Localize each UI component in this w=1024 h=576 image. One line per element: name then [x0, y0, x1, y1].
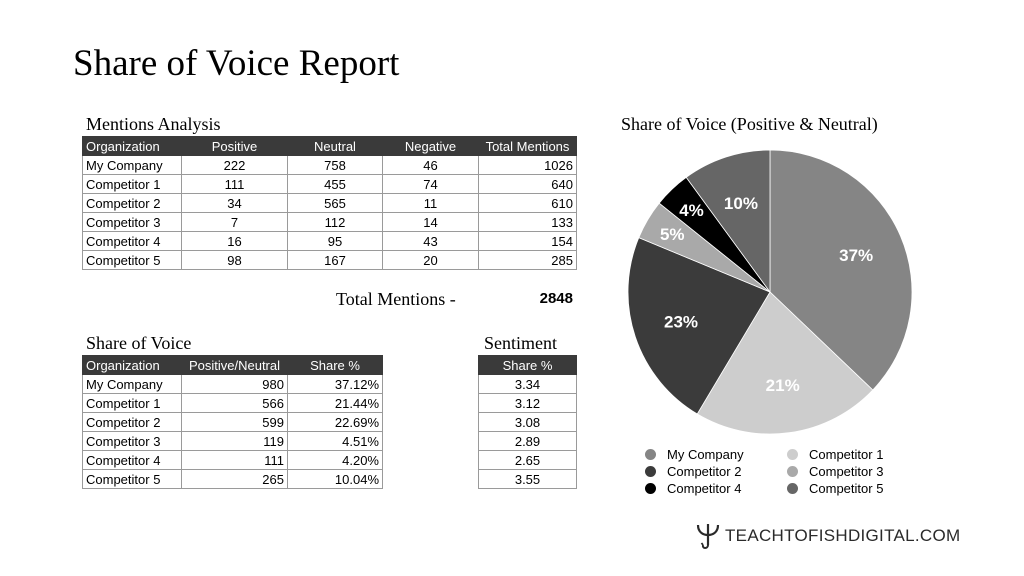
mentions-row: [83, 156, 577, 175]
sentiment-cell: 2.89: [479, 432, 577, 451]
share-header-positive-neutral: Positive/Neutral: [182, 356, 288, 375]
pie-chart: [620, 140, 920, 440]
share-cell: Competitor 5: [83, 470, 182, 489]
mentions-cell: Competitor 4: [83, 232, 182, 251]
legend-item: [645, 480, 787, 496]
sentiment-header-share-pct: Share %: [479, 356, 577, 375]
pie-label-competitor-4: 4%: [679, 200, 704, 220]
legend-swatch: [787, 449, 798, 460]
share-cell: 119: [182, 432, 288, 451]
share-cell: 4.20%: [288, 451, 383, 470]
share-cell: 566: [182, 394, 288, 413]
sentiment-cell: 3.12: [479, 394, 577, 413]
mentions-cell: 16: [182, 232, 288, 251]
mentions-cell: My Company: [83, 156, 182, 175]
share-row: [83, 375, 383, 394]
mentions-header-negative: Negative: [383, 137, 479, 156]
mentions-header-positive: Positive: [182, 137, 288, 156]
mentions-cell: 95: [288, 232, 383, 251]
share-cell: Competitor 1: [83, 394, 182, 413]
legend-swatch: [645, 466, 656, 477]
mentions-cell: 455: [288, 175, 383, 194]
mentions-row: [83, 175, 577, 194]
page-title: Share of Voice Report: [73, 43, 400, 84]
pie-label-my-company: 37%: [839, 246, 874, 266]
share-cell: 265: [182, 470, 288, 489]
legend-swatch: [645, 449, 656, 460]
legend-label: Competitor 5: [809, 480, 884, 496]
legend-label: My Company: [667, 446, 744, 462]
mentions-header-organization: Organization: [83, 137, 182, 156]
sentiment-cell: 2.65: [479, 451, 577, 470]
sentiment-row: [479, 413, 577, 432]
share-row: [83, 451, 383, 470]
share-row: [83, 394, 383, 413]
sentiment-header-row: [479, 356, 577, 375]
share-header-row: [83, 356, 383, 375]
share-cell: 22.69%: [288, 413, 383, 432]
sentiment-row: [479, 432, 577, 451]
pie-legend: [645, 446, 935, 496]
share-table: [82, 355, 383, 489]
pie-label-competitor-1: 21%: [765, 375, 800, 395]
mentions-cell: 98: [182, 251, 288, 270]
legend-label: Competitor 3: [809, 463, 884, 479]
mentions-cell: 74: [383, 175, 479, 194]
sentiment-row: [479, 375, 577, 394]
legend-item: [645, 446, 787, 462]
mentions-header-row: [83, 137, 577, 156]
mentions-cell: 167: [288, 251, 383, 270]
mentions-cell: 46: [383, 156, 479, 175]
sentiment-title: Sentiment: [484, 333, 557, 353]
legend-swatch: [787, 483, 798, 494]
share-cell: 111: [182, 451, 288, 470]
legend-item: [787, 480, 935, 496]
legend-item: [787, 463, 935, 479]
mentions-cell: 758: [288, 156, 383, 175]
mentions-cell: 111: [182, 175, 288, 194]
pie-label-competitor-2: 23%: [664, 312, 699, 332]
share-cell: 4.51%: [288, 432, 383, 451]
mentions-cell: 20: [383, 251, 479, 270]
mentions-cell: 112: [288, 213, 383, 232]
pie-chart-title: Share of Voice (Positive & Neutral): [621, 114, 878, 134]
mentions-cell: Competitor 3: [83, 213, 182, 232]
mentions-row: [83, 213, 577, 232]
mentions-cell: 222: [182, 156, 288, 175]
mentions-cell: 154: [479, 232, 577, 251]
share-cell: Competitor 4: [83, 451, 182, 470]
legend-label: Competitor 1: [809, 446, 884, 462]
mentions-cell: 7: [182, 213, 288, 232]
share-cell: 21.44%: [288, 394, 383, 413]
sentiment-cell: 3.08: [479, 413, 577, 432]
mentions-table: [82, 136, 577, 270]
legend-label: Competitor 2: [667, 463, 742, 479]
mentions-cell: 14: [383, 213, 479, 232]
share-cell: Competitor 3: [83, 432, 182, 451]
mentions-cell: Competitor 5: [83, 251, 182, 270]
mentions-row: [83, 251, 577, 270]
share-cell: 980: [182, 375, 288, 394]
share-cell: My Company: [83, 375, 182, 394]
share-cell: 599: [182, 413, 288, 432]
mentions-cell: 11: [383, 194, 479, 213]
total-mentions-value: 2848: [539, 290, 573, 307]
brand-logo-text: TEACHTOFISHDIGITAL.COM: [725, 526, 961, 545]
share-cell: 10.04%: [288, 470, 383, 489]
sentiment-table: [478, 355, 577, 489]
share-row: [83, 470, 383, 489]
mentions-cell: 285: [479, 251, 577, 270]
mentions-cell: 640: [479, 175, 577, 194]
share-cell: Competitor 2: [83, 413, 182, 432]
mentions-cell: 133: [479, 213, 577, 232]
mentions-row: [83, 194, 577, 213]
legend-label: Competitor 4: [667, 480, 742, 496]
legend-swatch: [645, 483, 656, 494]
share-of-voice-title: Share of Voice: [86, 333, 192, 353]
share-cell: 37.12%: [288, 375, 383, 394]
mentions-cell: 1026: [479, 156, 577, 175]
brand-logo: [695, 521, 961, 551]
legend-item: [645, 463, 787, 479]
mentions-cell: Competitor 2: [83, 194, 182, 213]
legend-swatch: [787, 466, 798, 477]
mentions-cell: 565: [288, 194, 383, 213]
sentiment-cell: 3.55: [479, 470, 577, 489]
legend-item: [787, 446, 935, 462]
pie-label-competitor-5: 10%: [723, 193, 758, 213]
sentiment-cell: 3.34: [479, 375, 577, 394]
mentions-cell: 43: [383, 232, 479, 251]
pie-label-competitor-3: 5%: [659, 225, 685, 245]
total-mentions-label: Total Mentions -: [336, 289, 456, 309]
mentions-header-total: Total Mentions: [479, 137, 577, 156]
sentiment-row: [479, 394, 577, 413]
mentions-row: [83, 232, 577, 251]
share-header-share-pct: Share %: [288, 356, 383, 375]
mentions-cell: Competitor 1: [83, 175, 182, 194]
mentions-analysis-title: Mentions Analysis: [86, 114, 221, 134]
fishhook-icon: [695, 521, 721, 551]
mentions-cell: 34: [182, 194, 288, 213]
share-row: [83, 413, 383, 432]
share-row: [83, 432, 383, 451]
mentions-header-neutral: Neutral: [288, 137, 383, 156]
sentiment-row: [479, 470, 577, 489]
share-header-organization: Organization: [83, 356, 182, 375]
sentiment-row: [479, 451, 577, 470]
mentions-cell: 610: [479, 194, 577, 213]
